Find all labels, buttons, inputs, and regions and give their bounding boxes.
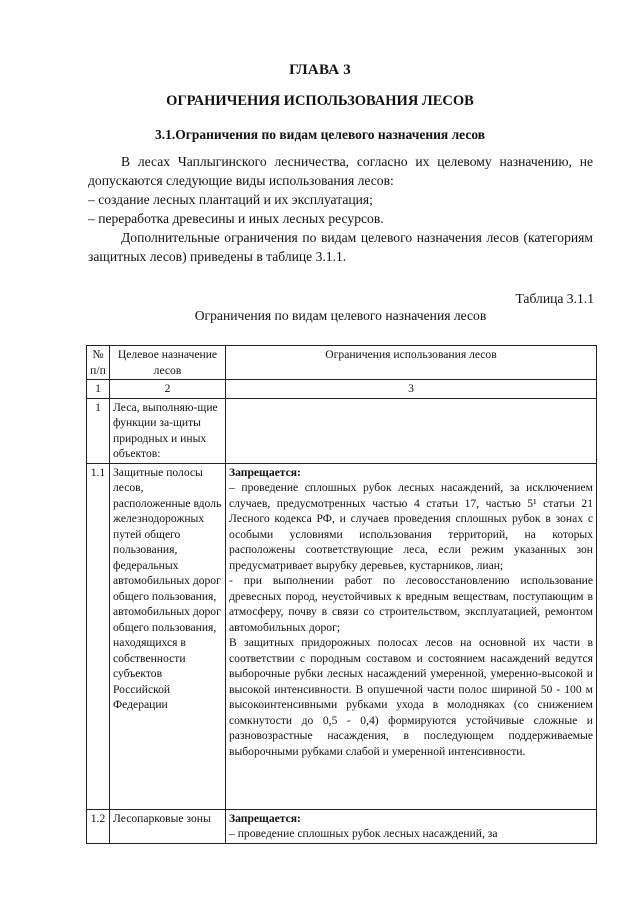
chapter-number: ГЛАВА 3 <box>289 62 351 78</box>
row-number-cell: 1.2 <box>87 809 110 843</box>
forbidden-label: Запрещается: <box>229 465 301 479</box>
restrictions-cell <box>226 463 597 809</box>
table-column-numbers-row <box>87 380 597 399</box>
row-number-cell: 1.1 <box>87 463 110 809</box>
forbidden-label: Запрещается: <box>229 811 301 825</box>
column-number-cell: 1 <box>87 380 110 399</box>
header-cell-number: № п/п <box>87 346 110 380</box>
intro-text <box>88 152 593 266</box>
intro-paragraph-1: В лесах Чаплыгинского лесничества, согласно их целевому назначению, не допускаются следующие виды использования лесов: <box>88 154 593 188</box>
chapter-title: ОГРАНИЧЕНИЯ ИСПОЛЬЗОВАНИЯ ЛЕСОВ <box>166 93 474 109</box>
restriction-item-1: – проведение сплошных рубок лесных насаждений, за исключением случаев, предусмотренных частью 4 статьи 17, частью 5¹ статьи 21 Лесного кодекса РФ, и случаев проведения сплошных рубок в зонах с особыми условиями использования территорий, на которых расположены соответствующие леса, если режим указанных зон предусматривает вырубку деревьев, кустарников, лиан; <box>229 481 593 572</box>
header-cell-purpose: Целевое назначение лесов <box>110 346 226 380</box>
table-caption: Ограничения по видам целевого назначения лесов <box>194 308 487 323</box>
table-header-row <box>87 346 597 380</box>
intro-paragraph-2: Дополнительные ограничения по видам целевого назначения лесов (категориям защитных лесов) приведены в таблице 3.1.1. <box>88 230 593 264</box>
restriction-item-1: – проведение сплошных рубок лесных насаждений, за <box>229 827 498 840</box>
header-cell-restrictions: Ограничения использования лесов <box>226 346 597 380</box>
section-title: 3.1.Ограничения по видам целевого назначения лесов <box>154 127 486 142</box>
intro-list-item-1: – создание лесных плантаций и их эксплуатация; <box>88 192 373 207</box>
table-row <box>87 463 597 809</box>
table-row <box>87 809 597 843</box>
purpose-cell: Лесопарковые зоны <box>110 809 226 843</box>
restriction-item-2: - при выполнении работ по лесовосстановлению использование древесных пород, неустойчивых к вредным веществам, поступающим в атмосферу, почву в связи со строительством, эксплуатацией, ремонтом автомобильных дорог; <box>229 574 593 634</box>
table-row <box>87 398 597 463</box>
column-number-cell: 2 <box>110 380 226 399</box>
restrictions-cell <box>226 809 597 843</box>
purpose-cell: Защитные полосы лесов, расположенные вдоль железнодорожных путей общего пользования, федеральных автомобильных дорог общего пользования, автомобильных дорог общего пользования, находящихся в собственности субъектов Российской Федерации <box>110 463 226 809</box>
purpose-cell: Леса, выполняю-щие функции за-щиты природных и иных объектов: <box>110 398 226 463</box>
table-number: Таблица 3.1.1 <box>515 291 594 306</box>
row-number-cell: 1 <box>87 398 110 463</box>
restrictions-table <box>86 345 597 844</box>
restrictions-cell <box>226 398 597 463</box>
column-number-cell: 3 <box>226 380 597 399</box>
intro-list-item-2: – переработка древесины и иных лесных ресурсов. <box>88 211 384 226</box>
restriction-item-3: В защитных придорожных полосах лесов на основной их части в соответствии с породным составом и состоянием насаждений ведутся выборочные рубки лесных насаждений умеренной, умеренно-высокой и высокой интенсивности. В опушечной части полос шириной 50 - 100 м высокоинтенсивными рубками ухода в молодняках (со снижением сомкнутости до 0,5 - 0,4) формируются устойчивые сложные и разновозрастные насаждения, в последующем поддерживаемые выборочными рубками слабой и умеренной интенсивности. <box>229 636 593 758</box>
